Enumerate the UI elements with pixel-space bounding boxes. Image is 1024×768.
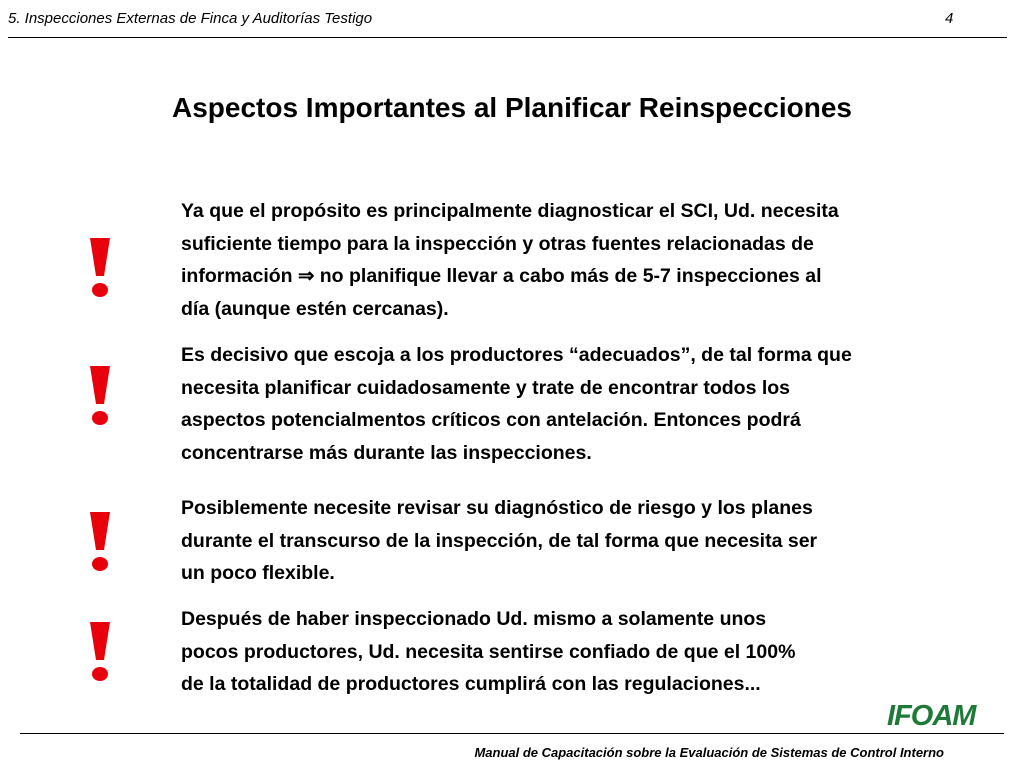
exclamation-icon — [88, 512, 112, 574]
footer-text: Manual de Capacitación sobre la Evaluación de Sistemas de Control Interno — [474, 745, 944, 760]
paragraph-line: día (aunque estén cercanas). — [181, 297, 449, 320]
paragraph-confidence — [181, 603, 981, 701]
exclamation-icon — [88, 622, 112, 684]
page-header — [8, 10, 1008, 30]
paragraph-time-planning — [181, 195, 981, 325]
paragraph-line: pocos productores, Ud. necesita sentirse confiado de que el 100% — [181, 640, 796, 663]
paragraph-line: aspectos potencialmentos críticos con antelación. Entonces podrá — [181, 409, 801, 431]
paragraph-line: Después de haber inspeccionado Ud. mismo a solamente unos — [181, 608, 767, 630]
paragraph-line: un poco flexible. — [181, 562, 335, 584]
paragraph-line: Ya que el propósito es principalmente diagnosticar el SCI, Ud. necesita — [181, 200, 839, 222]
exclamation-icon — [88, 238, 112, 300]
paragraph-line: Es decisivo que escoja a los productores “adecuados”, de tal forma que — [181, 344, 852, 366]
paragraph-line: concentrarse más durante las inspecciones. — [181, 441, 592, 464]
paragraph-line: suficiente tiempo para la inspección y otras fuentes relacionadas de — [181, 232, 814, 255]
paragraph-be-flexible — [181, 492, 981, 590]
paragraph-line: Posiblemente necesite revisar su diagnóstico de riesgo y los planes — [181, 497, 813, 519]
paragraph-line: de la totalidad de productores cumplirá con las regulaciones... — [181, 673, 761, 695]
header-divider — [8, 37, 1007, 38]
section-title: 5. Inspecciones Externas de Finca y Auditorías Testigo — [8, 10, 373, 27]
svg-text:IFOAM: IFOAM — [887, 700, 976, 730]
exclamation-icon — [88, 366, 112, 428]
paragraph-line: información ⇒ no planifique llevar a cabo más de 5-7 inspecciones al — [181, 265, 822, 287]
ifoam-logo — [885, 698, 985, 735]
paragraph-line: necesita planificar cuidadosamente y trate de encontrar todos los — [181, 376, 791, 399]
paragraph-choose-producers — [181, 339, 981, 469]
page-number: 4 — [945, 10, 954, 27]
slide-title: Aspectos Importantes al Planificar Reinspecciones — [171, 92, 852, 123]
footer-divider — [20, 733, 1004, 734]
paragraph-line: durante el transcurso de la inspección, de tal forma que necesita ser — [181, 529, 818, 552]
